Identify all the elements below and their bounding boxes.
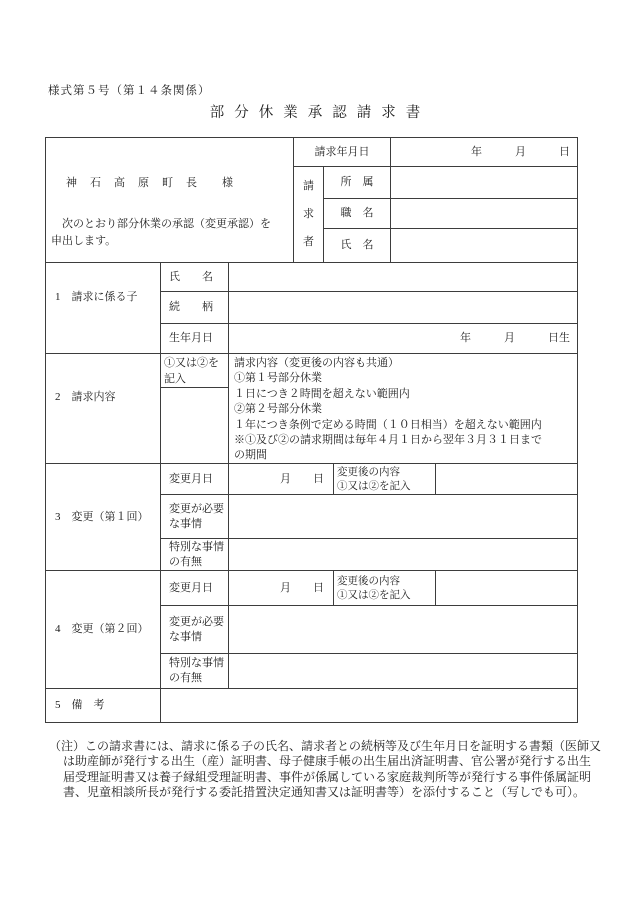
remarks-value-cell	[160, 688, 578, 723]
footnote-line: は助産師が発行する出生（産）証明書、母子健康手帳の出生届出済証明書、官公署が発行する出生	[63, 754, 592, 769]
footnote	[49, 739, 627, 800]
relationship-value-cell	[228, 291, 578, 324]
circle-entry-label: ①又は②を記入	[160, 353, 229, 388]
addressee-cell	[45, 137, 294, 263]
content-line: 請求内容（変更後の内容も共通）	[234, 357, 399, 369]
change2-after-label	[333, 570, 436, 606]
child-name-label: 氏 名	[160, 262, 229, 292]
section2-title: 2 請求内容	[45, 353, 161, 464]
content-line: １年につき条例で定める時間（１０日相当）を超えない範囲内	[234, 418, 542, 431]
birthdate-label: 生年月日	[160, 323, 229, 354]
content-line: ※①及び②の請求期間は毎年４月１日から翌年３月３１日まで	[234, 434, 542, 447]
change1-reason-value-cell	[228, 494, 578, 539]
claimant-char: 者	[303, 236, 314, 248]
content-line: ①第１号部分休業	[234, 372, 322, 385]
change2-reason-value-cell	[228, 605, 578, 654]
relationship-label: 続 柄	[160, 291, 229, 324]
request-date-label: 請求年月日	[293, 137, 391, 167]
change2-special-value-cell	[228, 653, 578, 689]
circle-entry-value-cell	[160, 387, 229, 464]
claimant-name-label: 氏 名	[323, 228, 391, 263]
content-line: １日につき２時間を超えない範囲内	[234, 387, 410, 400]
footnote-line: 書、児童相談所長が発行する委託措置決定通知書又は証明書等）を添付すること（写しでも可）。	[63, 784, 586, 799]
addressee-text: 神 石 高 原 町 長 様	[66, 177, 234, 189]
position-label: 職 名	[323, 198, 391, 229]
request-statement	[46, 216, 293, 250]
change2-reason-label: 変更が必要な事情	[160, 605, 229, 654]
footnote-line: （注）この請求書には、請求に係る子の氏名、請求者との続柄等及び生年月日を証明する書類（医師又	[49, 739, 602, 753]
request-date-value-cell: 年 月 日	[390, 137, 578, 167]
content-line: の期間	[234, 449, 267, 462]
affiliation-value-cell	[390, 166, 578, 199]
change1-special-value-cell	[228, 538, 578, 571]
change2-date-label: 変更月日	[160, 570, 229, 606]
request-content-cell	[228, 353, 578, 464]
change1-after-value-cell	[435, 463, 578, 495]
claimant-name-value-cell	[390, 228, 578, 263]
change1-after-label	[333, 463, 436, 495]
claimant-char: 請	[303, 180, 314, 192]
change2-special-label: 特別な事情の有無	[160, 653, 229, 689]
after-label-line: 変更後の内容	[337, 467, 400, 478]
position-value-cell	[390, 198, 578, 229]
section3-title: 3 変更（第１回）	[45, 463, 161, 571]
change1-date-label: 変更月日	[160, 463, 229, 495]
change2-after-value-cell	[435, 570, 578, 606]
child-name-value-cell	[228, 262, 578, 292]
affiliation-label: 所 属	[323, 166, 391, 199]
section1-title: 1 請求に係る子	[45, 262, 161, 354]
claimant-char: 求	[303, 208, 314, 220]
after-label-line: ①又は②を記入	[337, 480, 411, 492]
section5-title: 5 備 考	[45, 688, 161, 723]
change1-reason-label: 変更が必要な事情	[160, 494, 229, 539]
change1-special-label: 特別な事情の有無	[160, 538, 229, 571]
after-label-line: 変更後の内容	[337, 576, 400, 587]
statement-line: 申出します。	[51, 235, 117, 247]
birthdate-value-cell: 年 月 日生	[228, 323, 578, 354]
content-line: ②第２号部分休業	[234, 403, 322, 416]
footnote-line: 届受理証明書又は養子縁組受理証明書、事件が係属している家庭裁判所等が発行する事件係属証明	[63, 769, 592, 784]
after-label-line: ①又は②を記入	[337, 589, 411, 601]
change2-date-value-cell: 月 日	[228, 570, 334, 606]
section4-title: 4 変更（第２回）	[45, 570, 161, 689]
statement-line: 次のとおり部分休業の承認（変更承認）を	[51, 218, 271, 230]
form-number: 様式第５号（第１４条関係）	[48, 85, 211, 97]
form-title: 部分休業承認請求書	[209, 105, 431, 121]
change1-date-value-cell: 月 日	[228, 463, 334, 495]
claimant-vertical-label	[293, 166, 324, 263]
